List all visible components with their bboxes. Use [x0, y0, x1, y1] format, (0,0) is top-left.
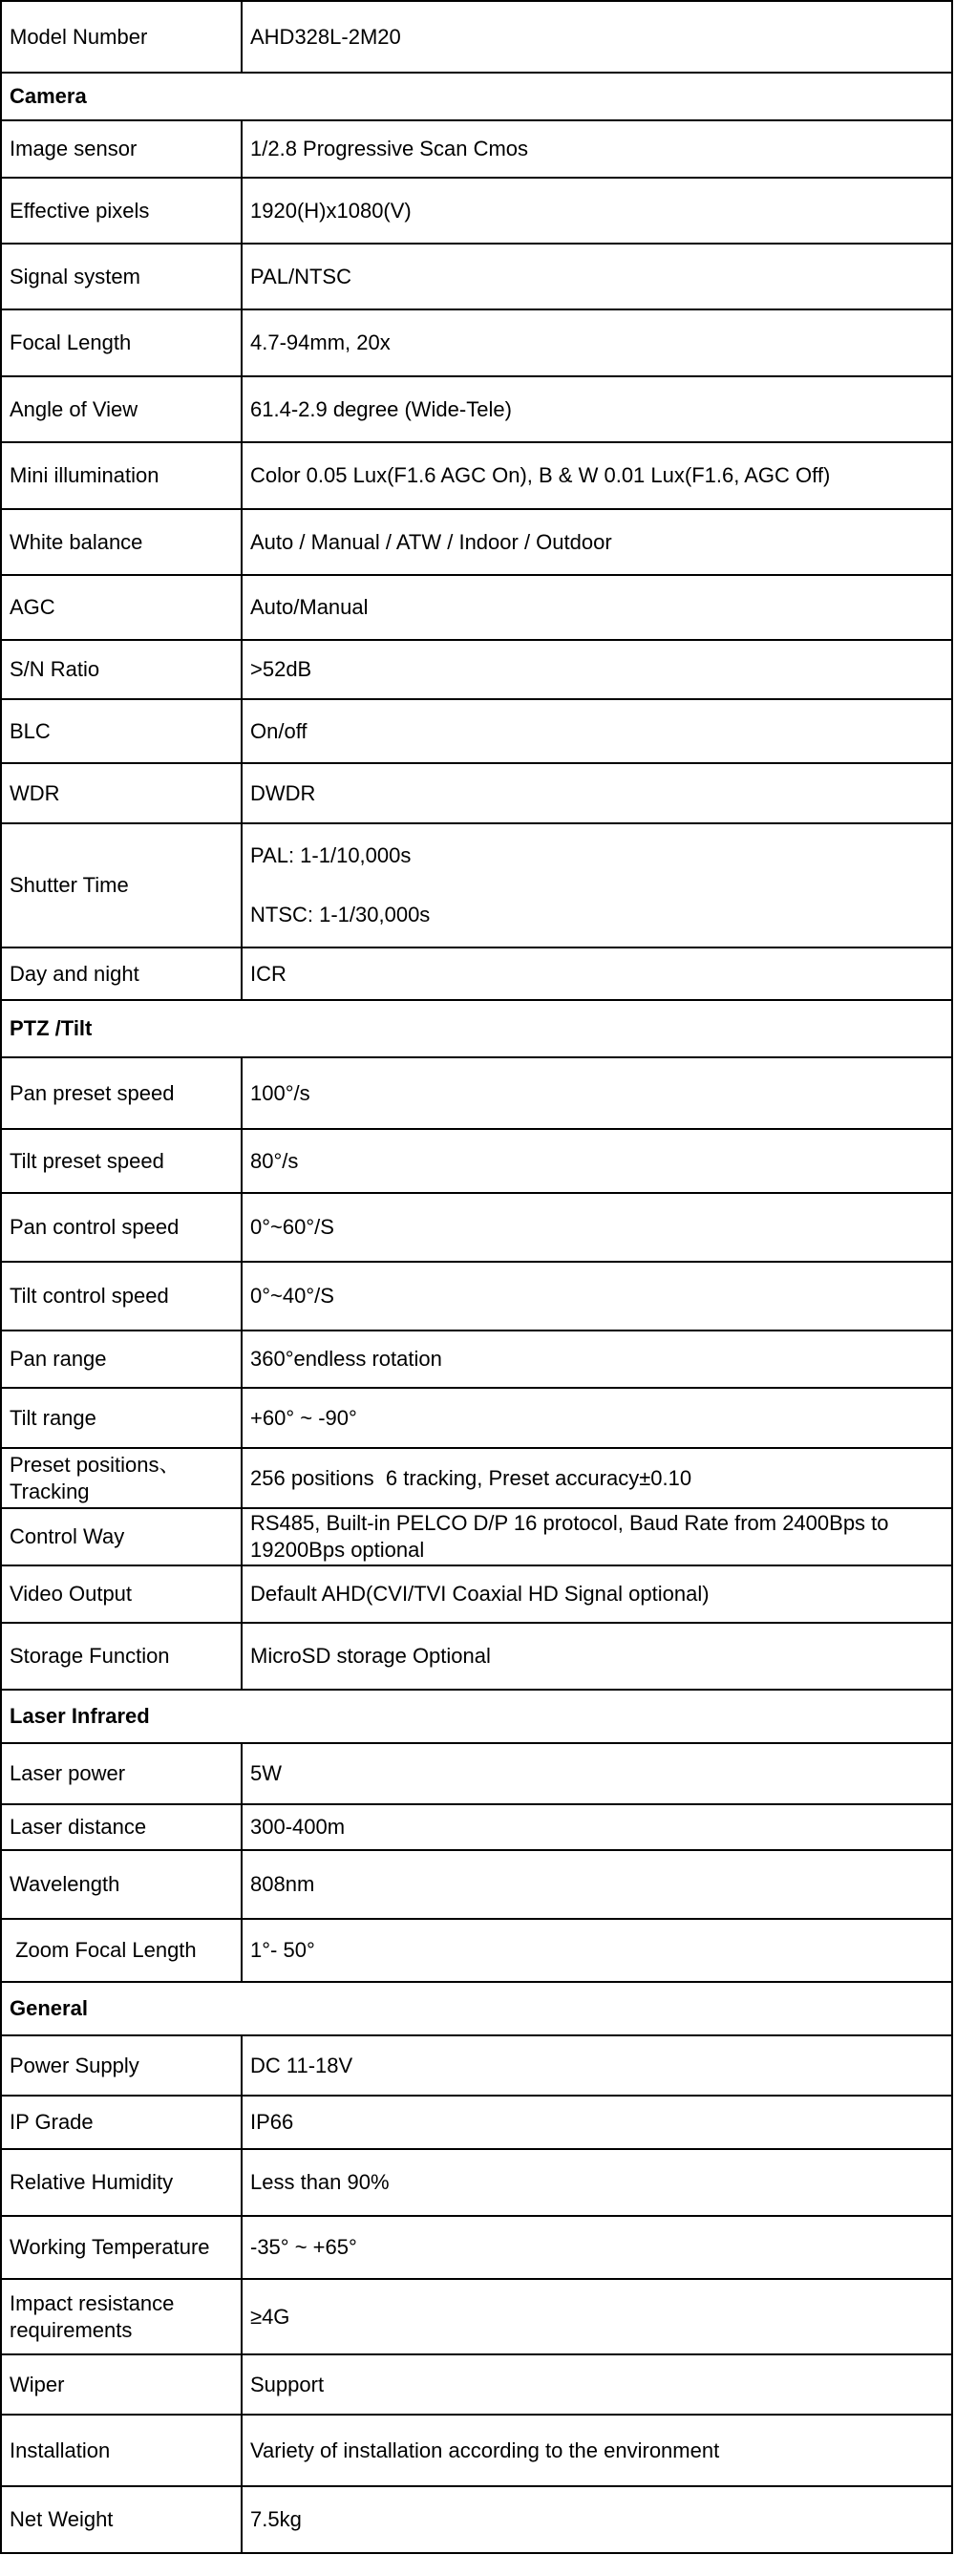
spec-label: Laser power — [10, 1761, 126, 1785]
spec-value-cell — [242, 2279, 952, 2354]
spec-value: DWDR — [250, 780, 316, 805]
spec-value: DC 11-18V — [250, 2053, 353, 2077]
section-row-camera — [1, 73, 952, 120]
spec-value: >52dB — [250, 657, 312, 681]
spec-label: Net Weight — [10, 2507, 114, 2531]
spec-value: 1920(H)x1080(V) — [250, 198, 412, 223]
section-row-general — [1, 1982, 952, 2035]
spec-label: Zoom Focal Length — [10, 1938, 197, 1962]
spec-value: 0°~40°/S — [250, 1284, 334, 1308]
spec-label: Wiper — [10, 2372, 65, 2396]
spec-label-cell — [1, 1448, 242, 1508]
spec-row-shutter-time — [1, 823, 952, 947]
spec-value: ≥4G — [250, 2304, 290, 2329]
section-heading: PTZ /Tilt — [1, 1000, 952, 1057]
spec-label: Power Supply — [10, 2053, 139, 2077]
spec-value-cell — [242, 1623, 952, 1690]
spec-label: Video Output — [10, 1582, 133, 1606]
spec-value: Auto/Manual — [250, 595, 369, 619]
spec-row-tilt-preset-speed — [1, 1129, 952, 1193]
spec-label-cell — [1, 442, 242, 509]
spec-label-cell — [1, 699, 242, 763]
spec-value-cell — [242, 823, 952, 947]
spec-row-storage-function — [1, 1623, 952, 1690]
spec-row-net-weight — [1, 2486, 952, 2553]
spec-row-pan-range — [1, 1331, 952, 1388]
spec-label-cell — [1, 1850, 242, 1919]
spec-value: AHD328L-2M20 — [250, 24, 401, 49]
spec-value-cell — [242, 376, 952, 442]
spec-label: Preset positions、 — [10, 1452, 180, 1477]
spec-label: Storage Function — [10, 1644, 170, 1668]
spec-value-cell — [242, 2486, 952, 2553]
spec-value: -35° ~ +65° — [250, 2235, 357, 2259]
spec-value: RS485, Built-in PELCO D/P 16 protocol, Baud Rate from 2400Bps to — [250, 1511, 889, 1535]
spec-row-video-output — [1, 1565, 952, 1623]
spec-label-cell — [1, 376, 242, 442]
spec-label-cell — [1, 2096, 242, 2149]
spec-label: BLC — [10, 718, 51, 743]
spec-row-pan-preset-speed — [1, 1057, 952, 1129]
spec-label: Tilt preset speed — [10, 1148, 164, 1173]
spec-row-angle-of-view — [1, 376, 952, 442]
spec-value: 4.7-94mm, 20x — [250, 330, 391, 354]
spec-value-cell — [242, 2216, 952, 2279]
spec-label: Installation — [10, 2438, 111, 2462]
spec-row-model-number — [1, 1, 952, 73]
spec-label-cell — [1, 1193, 242, 1262]
spec-value-cell — [242, 178, 952, 244]
spec-row-wiper — [1, 2354, 952, 2415]
section-heading: Laser Infrared — [1, 1690, 952, 1743]
spec-label-cell — [1, 1508, 242, 1565]
spec-label: Shutter Time — [10, 873, 129, 897]
spec-value: 360°endless rotation — [250, 1347, 442, 1371]
spec-label-cell — [1, 2279, 242, 2354]
spec-label-cell — [1, 575, 242, 640]
spec-label-cell — [1, 1388, 242, 1448]
spec-value: 61.4-2.9 degree (Wide-Tele) — [250, 396, 512, 421]
spec-table-body — [1, 1, 952, 2553]
section-row-laser-infrared — [1, 1690, 952, 1743]
spec-value-cell — [242, 763, 952, 823]
spec-label: Pan control speed — [10, 1215, 180, 1239]
spec-row-tilt-control-speed — [1, 1262, 952, 1331]
spec-label: IP Grade — [10, 2110, 94, 2134]
spec-label-cell — [1, 2035, 242, 2096]
spec-value: Color 0.05 Lux(F1.6 AGC On), B & W 0.01 Lux(F1.6, AGC Off) — [250, 463, 831, 487]
value-spacer — [250, 869, 951, 902]
spec-value: PAL/NTSC — [250, 264, 351, 288]
spec-label: Laser distance — [10, 1815, 147, 1839]
spec-label-cell — [1, 309, 242, 376]
spec-row-image-sensor — [1, 120, 952, 178]
spec-label: WDR — [10, 780, 60, 805]
spec-value-cell — [242, 575, 952, 640]
spec-row-effective-pixels — [1, 178, 952, 244]
spec-row-zoom-focal-length — [1, 1919, 952, 1982]
section-heading: Camera — [1, 73, 952, 120]
spec-value-cell — [242, 1193, 952, 1262]
spec-label: White balance — [10, 529, 143, 554]
section-heading: General — [1, 1982, 952, 2035]
spec-row-agc — [1, 575, 952, 640]
spec-value: 0°~60°/S — [250, 1215, 334, 1239]
spec-value-cell — [242, 1057, 952, 1129]
spec-row-installation — [1, 2415, 952, 2486]
spec-value: 100°/s — [250, 1080, 310, 1105]
spec-label: Working Temperature — [10, 2235, 210, 2259]
spec-value-cell — [242, 120, 952, 178]
spec-row-preset-positions — [1, 1448, 952, 1508]
spec-value: ICR — [250, 961, 286, 986]
spec-row-blc — [1, 699, 952, 763]
spec-label-cell — [1, 2216, 242, 2279]
spec-value-cell — [242, 1, 952, 73]
spec-label-cell — [1, 1743, 242, 1804]
spec-value-line2: NTSC: 1-1/30,000s — [250, 903, 431, 926]
spec-value: 300-400m — [250, 1815, 346, 1839]
spec-value: 808nm — [250, 1872, 315, 1896]
spec-label-cell — [1, 2486, 242, 2553]
spec-row-white-balance — [1, 509, 952, 575]
spec-row-wavelength — [1, 1850, 952, 1919]
spec-value: On/off — [250, 718, 308, 743]
spec-value-cell — [242, 699, 952, 763]
spec-value: IP66 — [250, 2110, 294, 2134]
spec-label: Focal Length — [10, 330, 132, 354]
spec-value: +60° ~ -90° — [250, 1405, 357, 1430]
spec-label-cell — [1, 1129, 242, 1193]
section-row-ptz-tilt — [1, 1000, 952, 1057]
spec-value: Default AHD(CVI/TVI Coaxial HD Signal optional) — [250, 1582, 710, 1606]
spec-label: Mini illumination — [10, 463, 159, 487]
spec-value-cell — [242, 947, 952, 1000]
spec-label: Pan range — [10, 1347, 107, 1371]
spec-label-cell — [1, 640, 242, 699]
spec-label-cell — [1, 178, 242, 244]
spec-value-line2: 19200Bps optional — [250, 1538, 425, 1562]
spec-value-cell — [242, 1508, 952, 1565]
spec-value-cell — [242, 1129, 952, 1193]
spec-label-cell — [1, 763, 242, 823]
spec-row-focal-length — [1, 309, 952, 376]
spec-label-cell — [1, 2149, 242, 2216]
spec-value-cell — [242, 442, 952, 509]
spec-row-wdr — [1, 763, 952, 823]
spec-row-tilt-range — [1, 1388, 952, 1448]
spec-value-cell — [242, 1565, 952, 1623]
spec-label: Effective pixels — [10, 198, 150, 223]
spec-value: Auto / Manual / ATW / Indoor / Outdoor — [250, 529, 612, 554]
spec-label: Wavelength — [10, 1872, 120, 1896]
spec-label-cell — [1, 823, 242, 947]
spec-label-cell — [1, 2415, 242, 2486]
spec-label-cell — [1, 2354, 242, 2415]
spec-label-cell — [1, 1804, 242, 1850]
spec-label-cell — [1, 244, 242, 309]
spec-label: Tilt range — [10, 1405, 96, 1430]
spec-value-cell — [242, 640, 952, 699]
spec-value: 1°- 50° — [250, 1938, 315, 1962]
spec-value-cell — [242, 309, 952, 376]
spec-value-cell — [242, 1919, 952, 1982]
spec-row-laser-distance — [1, 1804, 952, 1850]
spec-label: Image sensor — [10, 137, 138, 160]
spec-row-signal-system — [1, 244, 952, 309]
spec-label: Control Way — [10, 1524, 125, 1548]
spec-label-cell — [1, 509, 242, 575]
spec-label: Tilt control speed — [10, 1284, 169, 1308]
spec-row-pan-control-speed — [1, 1193, 952, 1262]
spec-label-cell — [1, 1262, 242, 1331]
spec-value-cell — [242, 244, 952, 309]
spec-row-laser-power — [1, 1743, 952, 1804]
spec-value-cell — [242, 1850, 952, 1919]
spec-label: Impact resistance — [10, 2290, 175, 2315]
spec-label-line2: requirements — [10, 2317, 133, 2342]
spec-value-cell — [242, 2096, 952, 2149]
spec-value-cell — [242, 2035, 952, 2096]
spec-value: Support — [250, 2372, 325, 2396]
spec-row-power-supply — [1, 2035, 952, 2096]
spec-label-cell — [1, 1623, 242, 1690]
spec-value: 7.5kg — [250, 2507, 302, 2531]
spec-value-cell — [242, 2354, 952, 2415]
spec-label-line2: Tracking — [10, 1479, 90, 1503]
spec-value-cell — [242, 2149, 952, 2216]
spec-row-working-temperature — [1, 2216, 952, 2279]
spec-value: 256 positions 6 tracking, Preset accuracy±0.10 — [250, 1465, 692, 1490]
spec-value-cell — [242, 1262, 952, 1331]
spec-label-cell — [1, 1331, 242, 1388]
spec-value: 80°/s — [250, 1148, 299, 1173]
spec-label: AGC — [10, 595, 55, 619]
spec-value-cell — [242, 2415, 952, 2486]
spec-row-impact-resistance — [1, 2279, 952, 2354]
spec-label-cell — [1, 120, 242, 178]
spec-label: Model Number — [10, 24, 148, 49]
spec-value-cell — [242, 1448, 952, 1508]
spec-label: Pan preset speed — [10, 1080, 175, 1105]
spec-label-cell — [1, 1057, 242, 1129]
spec-label: Signal system — [10, 264, 140, 288]
spec-value-cell — [242, 1743, 952, 1804]
spec-value-cell — [242, 1331, 952, 1388]
spec-label-cell — [1, 947, 242, 1000]
spec-label: S/N Ratio — [10, 657, 100, 681]
spec-value: 5W — [250, 1761, 282, 1785]
spec-row-s-n-ratio — [1, 640, 952, 699]
spec-row-ip-grade — [1, 2096, 952, 2149]
spec-label-cell — [1, 1, 242, 73]
spec-value: Variety of installation according to the environment — [250, 2438, 720, 2462]
spec-value-cell — [242, 1804, 952, 1850]
spec-value: MicroSD storage Optional — [250, 1644, 491, 1668]
spec-label: Relative Humidity — [10, 2170, 174, 2194]
spec-row-relative-humidity — [1, 2149, 952, 2216]
spec-label-cell — [1, 1919, 242, 1982]
spec-row-mini-illumination — [1, 442, 952, 509]
spec-label: Angle of View — [10, 396, 138, 421]
spec-row-control-way — [1, 1508, 952, 1565]
spec-label: Day and night — [10, 961, 139, 986]
spec-value: 1/2.8 Progressive Scan Cmos — [250, 137, 529, 160]
spec-value: Less than 90% — [250, 2170, 390, 2194]
spec-row-day-and-night — [1, 947, 952, 1000]
spec-value-cell — [242, 1388, 952, 1448]
spec-value: PAL: 1-1/10,000s — [250, 843, 412, 867]
spec-value-cell — [242, 509, 952, 575]
spec-label-cell — [1, 1565, 242, 1623]
